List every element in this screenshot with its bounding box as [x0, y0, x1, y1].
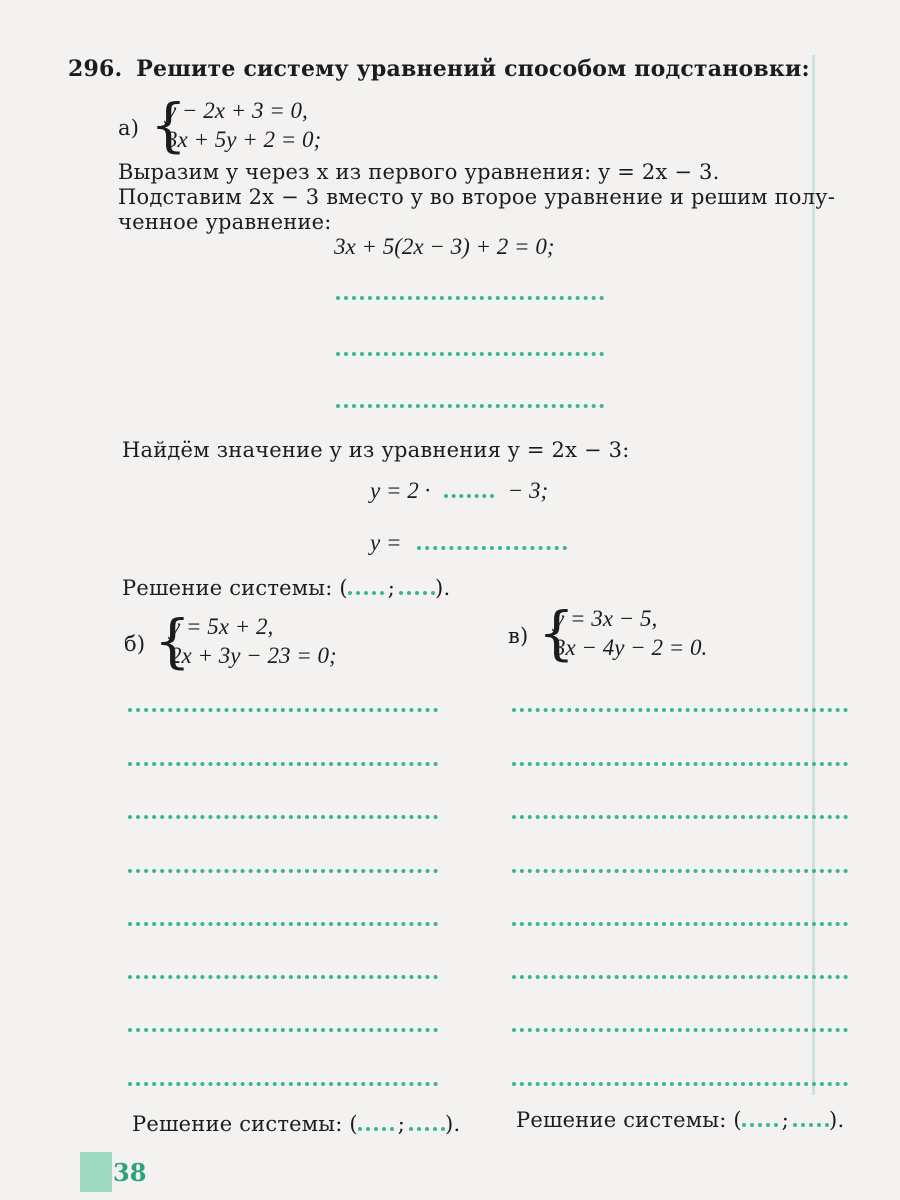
- solution-end: ).: [435, 576, 451, 600]
- problem-instruction: Решите систему уравнений способом подстановки:: [136, 56, 810, 82]
- solution-label: Решение системы: (: [132, 1112, 358, 1136]
- part-a-eq2: 3x + 5y + 2 = 0;: [166, 127, 322, 152]
- part-a-solution: [122, 576, 450, 600]
- answer-line-b8[interactable]: [128, 1082, 438, 1086]
- page-number-tab: [80, 1152, 112, 1192]
- answer-line-b2[interactable]: [128, 762, 438, 766]
- solution-x-blank[interactable]: [742, 1123, 778, 1127]
- solution-label: Решение системы: (: [516, 1108, 742, 1132]
- solution-end: ).: [445, 1112, 461, 1136]
- solution-y-blank[interactable]: [409, 1127, 445, 1131]
- part-b-brace: {: [154, 607, 191, 675]
- answer-line-b7[interactable]: [128, 1028, 438, 1032]
- part-a-eq1: y − 2x + 3 = 0,: [166, 98, 308, 123]
- part-c-eq2: 3x − 4y − 2 = 0.: [554, 635, 708, 660]
- part-c-solution: [516, 1108, 844, 1132]
- part-b-eq1: y = 5x + 2,: [170, 614, 274, 639]
- part-a-label: а): [118, 116, 140, 140]
- answer-line-a1[interactable]: [336, 296, 604, 300]
- solution-sep: ;: [781, 1108, 790, 1132]
- solution-x-blank[interactable]: [348, 591, 384, 595]
- answer-line-a3[interactable]: [336, 404, 604, 408]
- y-line1-right: − 3;: [507, 478, 549, 503]
- part-a-text1: Выразим y через x из первого уравнения: y = 2x − 3.: [118, 160, 720, 184]
- part-a-text3: ченное уравнение:: [118, 210, 332, 234]
- part-a-text2: Подставим 2x − 3 вместо y во второе уравнение и решим полу-: [118, 185, 836, 209]
- answer-line-c4[interactable]: [512, 869, 848, 873]
- answer-line-c6[interactable]: [512, 975, 848, 979]
- part-a-brace: {: [150, 91, 187, 159]
- answer-line-b5[interactable]: [128, 922, 438, 926]
- part-b-solution: [132, 1112, 460, 1136]
- answer-line-c3[interactable]: [512, 815, 848, 819]
- x-value-blank[interactable]: [444, 494, 494, 498]
- solution-end: ).: [829, 1108, 845, 1132]
- problem-header: [68, 56, 810, 82]
- answer-line-c2[interactable]: [512, 762, 848, 766]
- part-c-eq1: y = 3x − 5,: [554, 606, 658, 631]
- solution-x-blank[interactable]: [358, 1127, 394, 1131]
- y-value-blank[interactable]: [417, 546, 567, 550]
- answer-line-c5[interactable]: [512, 922, 848, 926]
- part-a-find-y: Найдём значение y из уравнения y = 2x − 3:: [122, 438, 630, 462]
- answer-line-c1[interactable]: [512, 708, 848, 712]
- part-c-brace: {: [538, 599, 575, 667]
- answer-line-c7[interactable]: [512, 1028, 848, 1032]
- part-a-y-line1: [370, 478, 548, 504]
- margin-divider: [812, 55, 815, 1095]
- solution-sep: ;: [387, 576, 396, 600]
- y-line2-left: y =: [370, 530, 402, 555]
- problem-number: 296.: [68, 56, 123, 82]
- y-line1-left: y = 2 ·: [370, 478, 431, 503]
- solution-y-blank[interactable]: [399, 591, 435, 595]
- answer-line-b4[interactable]: [128, 869, 438, 873]
- answer-line-b1[interactable]: [128, 708, 438, 712]
- part-b-label: б): [124, 632, 146, 656]
- part-b-eq2: 2x + 3y − 23 = 0;: [170, 643, 337, 668]
- answer-line-b6[interactable]: [128, 975, 438, 979]
- part-a-substituted-equation: 3x + 5(2x − 3) + 2 = 0;: [334, 234, 555, 259]
- solution-y-blank[interactable]: [793, 1123, 829, 1127]
- solution-label: Решение системы: (: [122, 576, 348, 600]
- answer-line-c8[interactable]: [512, 1082, 848, 1086]
- answer-line-a2[interactable]: [336, 352, 604, 356]
- solution-sep: ;: [397, 1112, 406, 1136]
- answer-line-b3[interactable]: [128, 815, 438, 819]
- part-a-y-line2: [370, 530, 567, 556]
- part-c-label: в): [508, 624, 529, 648]
- page-number: 38: [113, 1158, 147, 1187]
